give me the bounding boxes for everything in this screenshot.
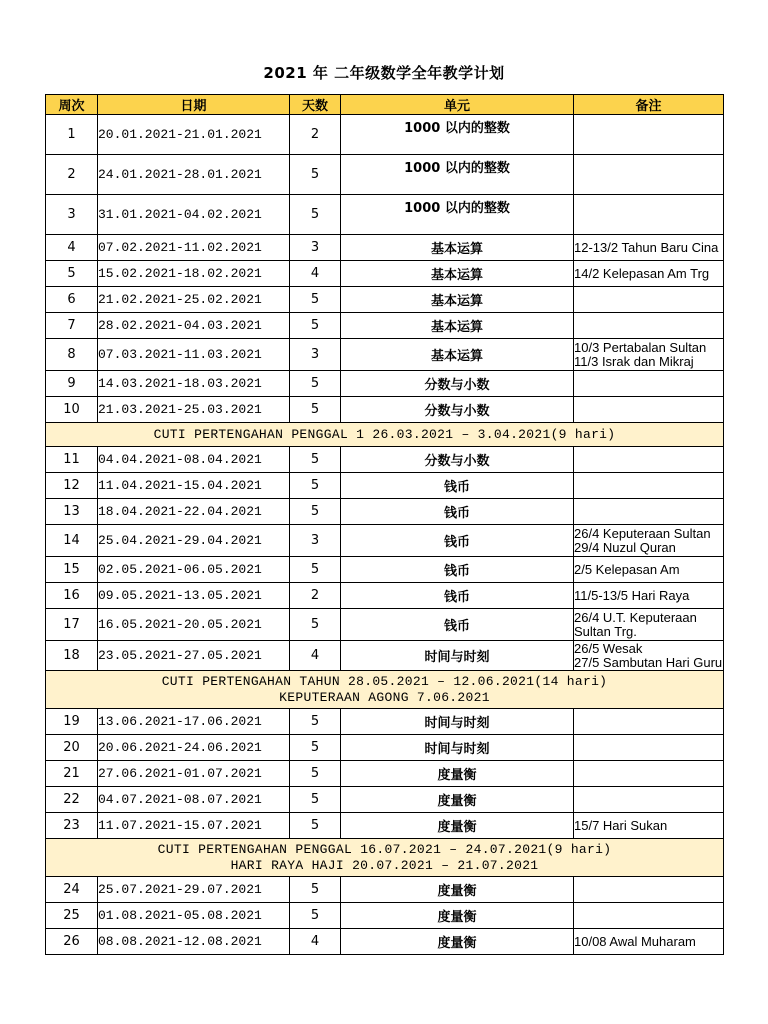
week-cell: 10 (46, 397, 98, 423)
holiday-line: CUTI PERTENGAHAN PENGGAL 16.07.2021 – 24.07.2021(9 hari) (157, 841, 612, 857)
days-cell: 5 (290, 195, 341, 235)
unit-cell: 基本运算 (341, 339, 574, 371)
days-cell: 5 (290, 735, 341, 761)
table-row (46, 339, 724, 371)
days-cell: 5 (290, 877, 341, 903)
teaching-plan-table (45, 94, 724, 955)
week-cell: 18 (46, 641, 98, 671)
table-row (46, 903, 724, 929)
header-week: 周次 (46, 95, 98, 115)
date-cell: 31.01.2021-04.02.2021 (98, 195, 290, 235)
note-line: 10/3 Pertabalan Sultan (574, 339, 707, 355)
holiday-line: CUTI PERTENGAHAN PENGGAL 1 26.03.2021 – 3.04.2021(9 hari) (153, 426, 616, 442)
days-cell: 5 (290, 313, 341, 339)
note-line: 12-13/2 Tahun Baru Cina (574, 239, 719, 255)
date-cell: 15.02.2021-18.02.2021 (98, 261, 290, 287)
table-row (46, 235, 724, 261)
table-row (46, 313, 724, 339)
note-cell (574, 195, 724, 235)
unit-cell: 钱币 (341, 609, 574, 641)
table-row (46, 787, 724, 813)
date-cell: 04.04.2021-08.04.2021 (98, 447, 290, 473)
date-cell: 14.03.2021-18.03.2021 (98, 371, 290, 397)
days-cell: 4 (290, 261, 341, 287)
week-cell: 16 (46, 583, 98, 609)
note-cell (574, 557, 724, 583)
holiday-row (46, 671, 724, 709)
table-row (46, 641, 724, 671)
table-row (46, 929, 724, 955)
table-row (46, 261, 724, 287)
note-cell (574, 473, 724, 499)
holiday-cell (46, 671, 724, 709)
table-row (46, 709, 724, 735)
date-cell: 11.07.2021-15.07.2021 (98, 813, 290, 839)
note-cell (574, 877, 724, 903)
week-cell: 22 (46, 787, 98, 813)
table-row (46, 525, 724, 557)
days-cell: 3 (290, 235, 341, 261)
week-cell: 1 (46, 115, 98, 155)
unit-cell: 1000 以内的整数 (341, 195, 574, 235)
table-row (46, 397, 724, 423)
days-cell: 5 (290, 813, 341, 839)
header-date: 日期 (98, 95, 290, 115)
date-cell: 25.04.2021-29.04.2021 (98, 525, 290, 557)
days-cell: 4 (290, 929, 341, 955)
holiday-cell (46, 839, 724, 877)
date-cell: 04.07.2021-08.07.2021 (98, 787, 290, 813)
date-cell: 01.08.2021-05.08.2021 (98, 903, 290, 929)
table-row (46, 371, 724, 397)
days-cell: 3 (290, 525, 341, 557)
week-cell: 7 (46, 313, 98, 339)
note-line: 29/4 Nuzul Quran (574, 539, 676, 555)
table-row (46, 447, 724, 473)
week-cell: 3 (46, 195, 98, 235)
note-cell (574, 447, 724, 473)
unit-cell: 钱币 (341, 583, 574, 609)
note-cell (574, 709, 724, 735)
date-cell: 02.05.2021-06.05.2021 (98, 557, 290, 583)
date-cell: 16.05.2021-20.05.2021 (98, 609, 290, 641)
note-cell (574, 499, 724, 525)
week-cell: 20 (46, 735, 98, 761)
date-cell: 13.06.2021-17.06.2021 (98, 709, 290, 735)
week-cell: 17 (46, 609, 98, 641)
unit-cell: 分数与小数 (341, 371, 574, 397)
days-cell: 5 (290, 709, 341, 735)
table-row (46, 813, 724, 839)
week-cell: 4 (46, 235, 98, 261)
unit-cell: 基本运算 (341, 261, 574, 287)
unit-cell: 基本运算 (341, 287, 574, 313)
table-row (46, 761, 724, 787)
note-cell (574, 155, 724, 195)
week-cell: 12 (46, 473, 98, 499)
header-unit: 单元 (341, 95, 574, 115)
note-line: 11/3 Israk dan Mikraj (574, 353, 694, 369)
days-cell: 2 (290, 583, 341, 609)
note-line: 15/7 Hari Sukan (574, 817, 668, 833)
date-cell: 21.03.2021-25.03.2021 (98, 397, 290, 423)
unit-cell: 度量衡 (341, 813, 574, 839)
unit-cell: 度量衡 (341, 761, 574, 787)
unit-cell: 度量衡 (341, 877, 574, 903)
unit-cell: 钱币 (341, 473, 574, 499)
unit-cell: 时间与时刻 (341, 709, 574, 735)
unit-cell: 度量衡 (341, 929, 574, 955)
table-row (46, 877, 724, 903)
unit-cell: 钱币 (341, 525, 574, 557)
week-cell: 26 (46, 929, 98, 955)
unit-cell: 钱币 (341, 499, 574, 525)
note-cell (574, 903, 724, 929)
table-row (46, 499, 724, 525)
note-cell (574, 609, 724, 641)
unit-cell: 度量衡 (341, 903, 574, 929)
week-cell: 14 (46, 525, 98, 557)
week-cell: 11 (46, 447, 98, 473)
unit-cell: 分数与小数 (341, 397, 574, 423)
unit-cell: 时间与时刻 (341, 641, 574, 671)
week-cell: 15 (46, 557, 98, 583)
note-line: 10/08 Awal Muharam (574, 933, 696, 949)
note-cell (574, 583, 724, 609)
unit-cell: 时间与时刻 (341, 735, 574, 761)
week-cell: 8 (46, 339, 98, 371)
holiday-row (46, 423, 724, 447)
note-line: 2/5 Kelepasan Am (574, 561, 680, 577)
table-row (46, 287, 724, 313)
week-cell: 5 (46, 261, 98, 287)
date-cell: 25.07.2021-29.07.2021 (98, 877, 290, 903)
days-cell: 5 (290, 287, 341, 313)
note-cell (574, 761, 724, 787)
table-row (46, 195, 724, 235)
date-cell: 07.02.2021-11.02.2021 (98, 235, 290, 261)
days-cell: 5 (290, 557, 341, 583)
table-row (46, 155, 724, 195)
header-days: 天数 (290, 95, 341, 115)
table-row (46, 583, 724, 609)
note-line: 26/4 Keputeraan Sultan (574, 525, 711, 541)
days-cell: 5 (290, 761, 341, 787)
days-cell: 5 (290, 499, 341, 525)
note-cell (574, 339, 724, 371)
days-cell: 2 (290, 115, 341, 155)
note-line: 14/2 Kelepasan Am Trg (574, 265, 710, 281)
days-cell: 5 (290, 447, 341, 473)
header-notes: 备注 (574, 95, 724, 115)
note-cell (574, 371, 724, 397)
week-cell: 13 (46, 499, 98, 525)
note-line: 27/5 Sambutan Hari Guru (574, 654, 723, 670)
date-cell: 07.03.2021-11.03.2021 (98, 339, 290, 371)
note-line: 26/5 Wesak (574, 640, 643, 656)
date-cell: 24.01.2021-28.01.2021 (98, 155, 290, 195)
table-row (46, 557, 724, 583)
note-cell (574, 735, 724, 761)
days-cell: 5 (290, 787, 341, 813)
note-line: Sultan Trg. (574, 623, 637, 639)
holiday-line: KEPUTERAAN AGONG 7.06.2021 (279, 689, 490, 705)
holiday-line: HARI RAYA HAJI 20.07.2021 – 21.07.2021 (230, 857, 539, 873)
table-row (46, 115, 724, 155)
days-cell: 5 (290, 155, 341, 195)
unit-cell: 1000 以内的整数 (341, 115, 574, 155)
week-cell: 25 (46, 903, 98, 929)
days-cell: 5 (290, 371, 341, 397)
date-cell: 20.01.2021-21.01.2021 (98, 115, 290, 155)
days-cell: 5 (290, 473, 341, 499)
note-cell (574, 115, 724, 155)
note-cell (574, 397, 724, 423)
unit-cell: 钱币 (341, 557, 574, 583)
unit-cell: 度量衡 (341, 787, 574, 813)
note-cell (574, 641, 724, 671)
unit-cell: 1000 以内的整数 (341, 155, 574, 195)
date-cell: 11.04.2021-15.04.2021 (98, 473, 290, 499)
unit-cell: 基本运算 (341, 313, 574, 339)
date-cell: 09.05.2021-13.05.2021 (98, 583, 290, 609)
note-cell (574, 813, 724, 839)
days-cell: 5 (290, 903, 341, 929)
date-cell: 28.02.2021-04.03.2021 (98, 313, 290, 339)
note-cell (574, 525, 724, 557)
table-row (46, 473, 724, 499)
week-cell: 21 (46, 761, 98, 787)
holiday-cell (46, 423, 724, 447)
note-cell (574, 313, 724, 339)
note-line: 11/5-13/5 Hari Raya (574, 587, 690, 603)
week-cell: 2 (46, 155, 98, 195)
table-row (46, 609, 724, 641)
week-cell: 19 (46, 709, 98, 735)
week-cell: 9 (46, 371, 98, 397)
date-cell: 21.02.2021-25.02.2021 (98, 287, 290, 313)
days-cell: 3 (290, 339, 341, 371)
note-cell (574, 929, 724, 955)
header-row (46, 95, 724, 115)
unit-cell: 分数与小数 (341, 447, 574, 473)
week-cell: 23 (46, 813, 98, 839)
days-cell: 4 (290, 641, 341, 671)
date-cell: 08.08.2021-12.08.2021 (98, 929, 290, 955)
days-cell: 5 (290, 397, 341, 423)
note-cell (574, 787, 724, 813)
date-cell: 20.06.2021-24.06.2021 (98, 735, 290, 761)
week-cell: 24 (46, 877, 98, 903)
note-cell (574, 261, 724, 287)
note-cell (574, 235, 724, 261)
document-title: 2021 年 二年级数学全年教学计划 (263, 64, 505, 82)
days-cell: 5 (290, 609, 341, 641)
note-cell (574, 287, 724, 313)
holiday-row (46, 839, 724, 877)
table-row (46, 735, 724, 761)
note-line: 26/4 U.T. Keputeraan (574, 609, 697, 625)
date-cell: 18.04.2021-22.04.2021 (98, 499, 290, 525)
week-cell: 6 (46, 287, 98, 313)
date-cell: 27.06.2021-01.07.2021 (98, 761, 290, 787)
date-cell: 23.05.2021-27.05.2021 (98, 641, 290, 671)
holiday-line: CUTI PERTENGAHAN TAHUN 28.05.2021 – 12.06.2021(14 hari) (161, 673, 608, 689)
unit-cell: 基本运算 (341, 235, 574, 261)
